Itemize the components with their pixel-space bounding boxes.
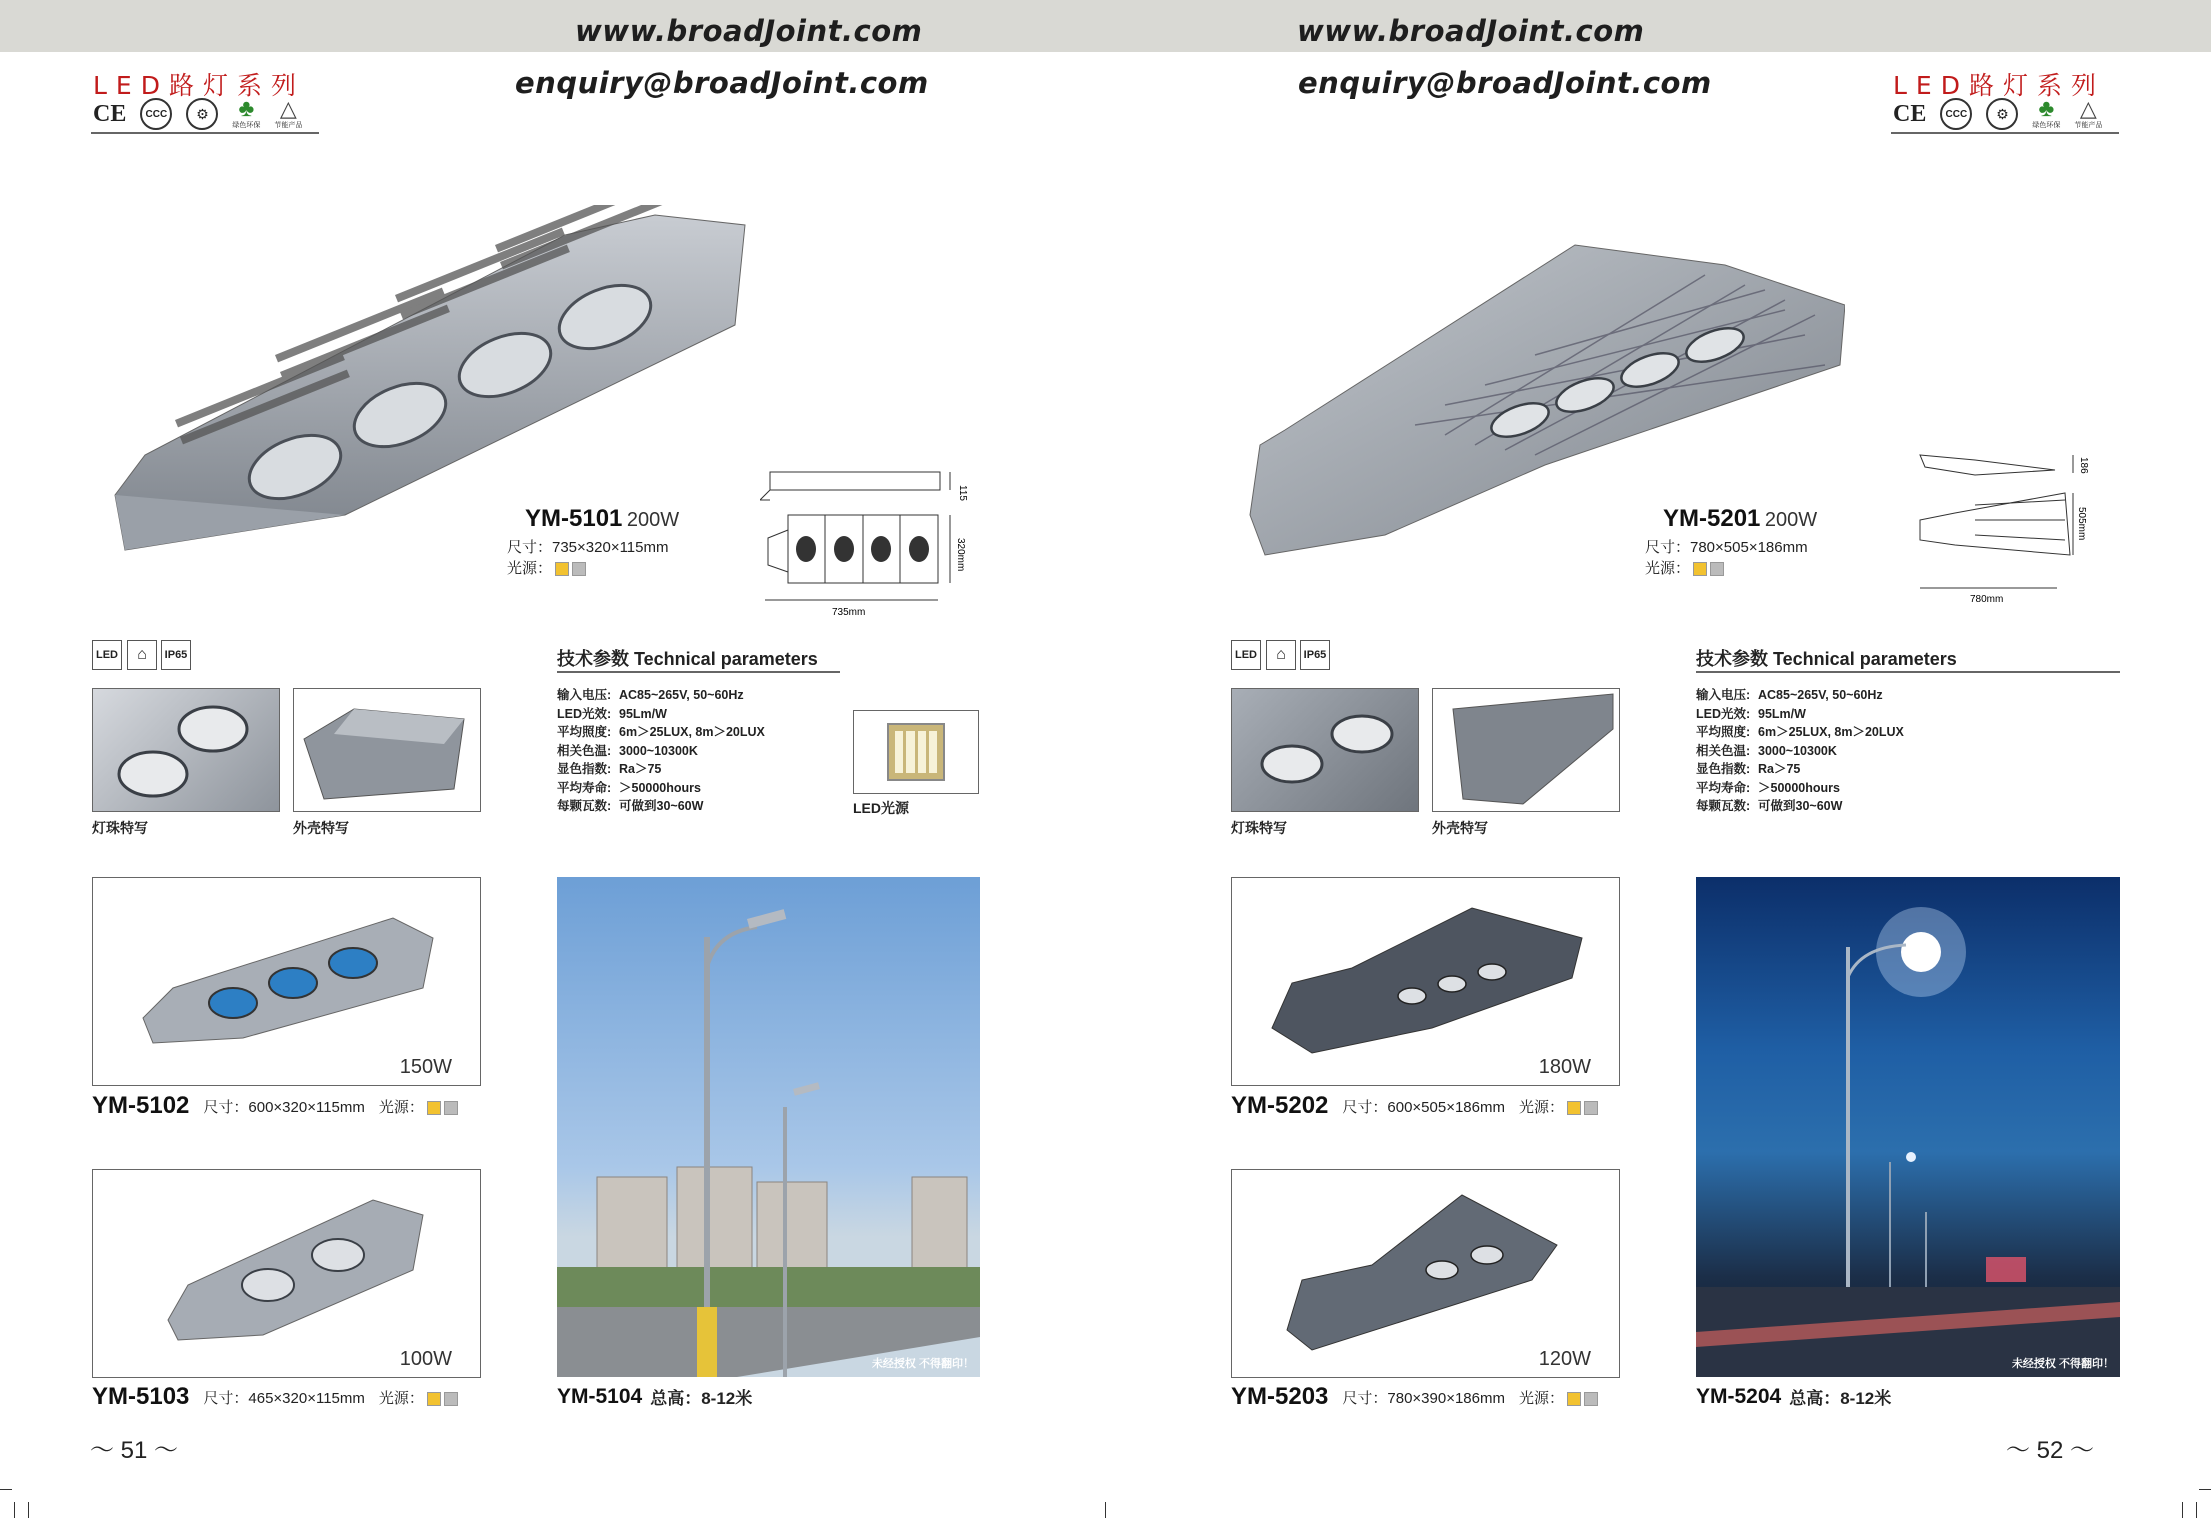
- spec-row: 输入电压: AC85~265V, 50~60Hz: [1696, 688, 1883, 702]
- page-number-right: ～ 52 ～: [2006, 1437, 2095, 1464]
- series-title-right: LED路灯系列: [1893, 71, 2105, 100]
- svg-text:780mm: 780mm: [1970, 594, 2004, 605]
- website-url-right[interactable]: www.broadJoint.com: [1297, 14, 1645, 48]
- product-info-ym5202: YM-5202 尺寸：600×505×186mm 光源：: [1231, 1092, 1598, 1120]
- spec-row: 显色指数: Ra＞75: [557, 762, 662, 776]
- crop-mark: [0, 1489, 12, 1490]
- green-leaf-icon: ♣ 绿色环保: [2032, 95, 2061, 129]
- tech-specs-right: [1696, 686, 1904, 816]
- product-frame-ym5202: [1231, 877, 1620, 1086]
- main-size: 尺寸：735×320×115mm: [507, 539, 669, 556]
- crop-mark: [2182, 1502, 2183, 1518]
- main-size: 尺寸：780×505×186mm: [1645, 539, 1808, 556]
- green-leaf-icon: ♣ 绿色环保: [232, 95, 261, 129]
- spec-row: 每颗瓦数: 可做到30~60W: [1696, 799, 1843, 813]
- dimension-drawing-ym5101: [760, 460, 980, 620]
- main-model-label: YM-5101 200W: [525, 505, 680, 532]
- warm-light-icon: [555, 562, 569, 576]
- product-watt: 150W: [399, 1056, 452, 1078]
- product-frame-ym5103: [92, 1169, 481, 1378]
- svg-text:115: 115: [957, 485, 968, 501]
- house-badge-icon: ⌂: [1266, 640, 1296, 670]
- crop-mark: [2196, 1502, 2197, 1518]
- house-badge-icon: ⌂: [127, 640, 157, 670]
- svg-text:186: 186: [2078, 457, 2089, 474]
- tech-rule-right: [1696, 671, 2120, 673]
- cool-light-icon: [1584, 1101, 1598, 1115]
- product-info-ym5203: YM-5203 尺寸：780×390×186mm 光源：: [1231, 1383, 1598, 1411]
- cool-light-icon: [1584, 1392, 1598, 1406]
- spec-row: 平均照度: 6m＞25LUX, 8m＞20LUX: [557, 725, 765, 739]
- street-photo-day: [557, 877, 980, 1377]
- ccc-mark-icon: CCC: [140, 98, 172, 130]
- tech-rule-left: [557, 671, 840, 673]
- series-title-left: LED路灯系列: [93, 71, 305, 100]
- product-frame-ym5102: [92, 877, 481, 1086]
- cert-row-right: [1893, 95, 2103, 130]
- detail-image-shell: [1432, 688, 1620, 812]
- ce-mark-icon: CE: [93, 100, 127, 127]
- triangle-mark-icon: △ 节能产品: [2074, 96, 2103, 129]
- warm-light-icon: [1693, 562, 1707, 576]
- svg-text:735mm: 735mm: [832, 607, 866, 618]
- crop-mark: [28, 1502, 29, 1518]
- header-band: [0, 0, 2211, 52]
- crop-mark: [2199, 1489, 2211, 1490]
- warm-light-icon: [427, 1101, 441, 1115]
- header-rule-right: [1891, 132, 2119, 134]
- product-watt: 180W: [1538, 1056, 1591, 1078]
- tech-specs-left: [557, 686, 765, 816]
- header-rule-left: [91, 132, 319, 134]
- detail-caption-shell: 外壳特写: [1432, 820, 1488, 836]
- product-info-ym5102: YM-5102 尺寸：600×320×115mm 光源：: [92, 1092, 458, 1120]
- spec-row: LED光效: 95Lm/W: [1696, 706, 1806, 721]
- warm-light-icon: [1567, 1101, 1581, 1115]
- product-watt: 100W: [399, 1348, 452, 1370]
- triangle-mark-icon: △ 节能产品: [274, 96, 303, 129]
- spec-row: 每颗瓦数: 可做到30~60W: [557, 799, 704, 813]
- spec-row: 平均寿命: ＞50000hours: [557, 780, 701, 795]
- main-light-source: 光源：: [1645, 557, 1724, 578]
- ip65-badge: IP65: [1300, 640, 1330, 670]
- led-badge-icon: LED: [92, 640, 122, 670]
- main-model-label: YM-5201 200W: [1663, 505, 1818, 532]
- led-chip-caption: LED光源: [853, 800, 909, 816]
- spec-row: 显色指数: Ra＞75: [1696, 762, 1801, 776]
- ccc-mark-icon: CCC: [1940, 98, 1972, 130]
- email-left[interactable]: enquiry@broadJoint.com: [515, 66, 929, 100]
- dimension-drawing-ym5201: [1915, 445, 2100, 610]
- cool-light-icon: [572, 562, 586, 576]
- email-right[interactable]: enquiry@broadJoint.com: [1298, 66, 1712, 100]
- street-photo-night: [1696, 877, 2120, 1377]
- cool-light-icon: [1710, 562, 1724, 576]
- spec-row: 相关色温: 3000~10300K: [557, 743, 698, 758]
- product-info-ym5103: YM-5103 尺寸：465×320×115mm 光源：: [92, 1383, 458, 1411]
- website-url-left[interactable]: www.broadJoint.com: [575, 14, 923, 48]
- spec-row: 平均寿命: ＞50000hours: [1696, 780, 1840, 795]
- tech-title-right: 技术参数 Technical parameters: [1696, 649, 1957, 669]
- detail-image-shell: [293, 688, 481, 812]
- main-light-source: 光源：: [507, 557, 586, 578]
- detail-caption-led: 灯珠特写: [1231, 820, 1287, 836]
- energy-seal-icon: ⚙: [1986, 98, 2018, 130]
- watermark-right: 未经授权 不得翻印！: [2011, 1358, 2114, 1370]
- cool-light-icon: [444, 1392, 458, 1406]
- svg-text:505mm: 505mm: [2076, 507, 2087, 541]
- cool-light-icon: [444, 1101, 458, 1115]
- crop-mark: [14, 1502, 15, 1518]
- spec-row: 输入电压: AC85~265V, 50~60Hz: [557, 688, 744, 702]
- ip65-badge: IP65: [161, 640, 191, 670]
- product-info-ym5204: YM-5204 总高：8-12米: [1696, 1384, 1892, 1408]
- ce-mark-icon: CE: [1893, 100, 1927, 127]
- detail-image-led: [1231, 688, 1419, 812]
- crop-mark: [1105, 1502, 1106, 1518]
- spec-row: 相关色温: 3000~10300K: [1696, 743, 1837, 758]
- watermark-left: 未经授权 不得翻印！: [871, 1358, 974, 1370]
- product-watt: 120W: [1538, 1348, 1591, 1370]
- warm-light-icon: [1567, 1392, 1581, 1406]
- svg-text:320mm: 320mm: [955, 538, 966, 572]
- cert-row-left: [93, 95, 303, 130]
- product-frame-ym5203: [1231, 1169, 1620, 1378]
- product-info-ym5104: YM-5104 总高：8-12米: [557, 1384, 753, 1408]
- detail-caption-led: 灯珠特写: [92, 820, 148, 836]
- page-number-left: ～ 51 ～: [90, 1437, 179, 1464]
- led-chip-image: [853, 710, 979, 794]
- spec-row: LED光效: 95Lm/W: [557, 706, 667, 721]
- energy-seal-icon: ⚙: [186, 98, 218, 130]
- detail-caption-shell: 外壳特写: [293, 820, 349, 836]
- warm-light-icon: [427, 1392, 441, 1406]
- led-badge-icon: LED: [1231, 640, 1261, 670]
- detail-image-led: [92, 688, 280, 812]
- spec-row: 平均照度: 6m＞25LUX, 8m＞20LUX: [1696, 725, 1904, 739]
- tech-title-left: 技术参数 Technical parameters: [557, 649, 818, 669]
